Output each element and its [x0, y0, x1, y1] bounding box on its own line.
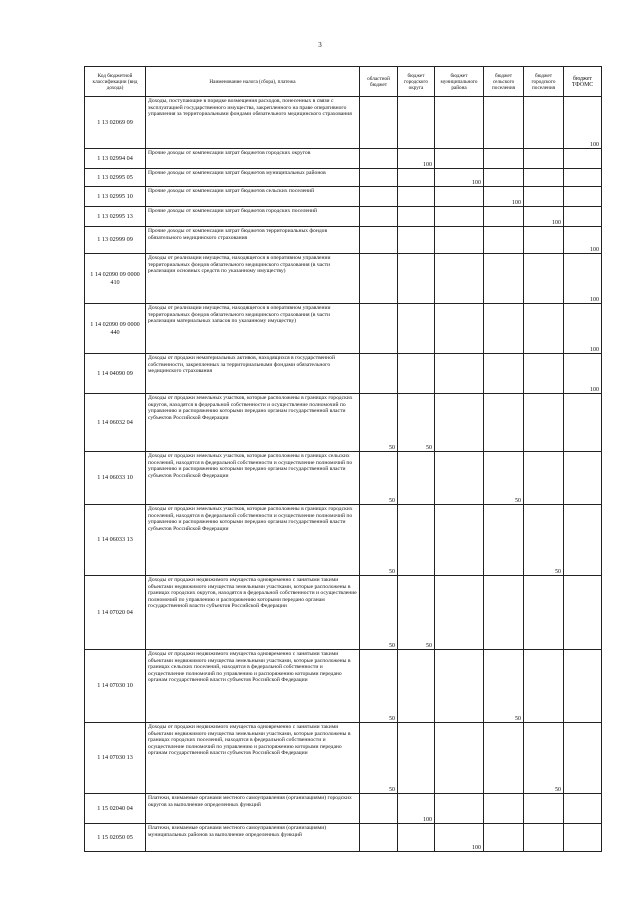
budget-code-cell: 1 15 02040 04 [85, 794, 146, 824]
income-name-cell: Доходы от реализации имущества, находящегося в оперативном управлении территориальных фондов обязательного медицинского страхования (в части реализации материальных запасов по указанному имуществу) [146, 304, 360, 354]
share-cell-urban-settlement [524, 187, 564, 207]
share-cell-city-district [398, 187, 435, 207]
share-cell-municipal-district [435, 354, 484, 394]
header-municipal-district: бюджет муниципального района [435, 67, 484, 97]
share-cell-city-district [398, 824, 435, 852]
table-row [85, 794, 602, 824]
share-cell-regional [360, 304, 398, 354]
share-cell-tfoms [564, 187, 602, 207]
budget-code-cell: 1 13 02994 04 [85, 149, 146, 169]
share-cell-rural-settlement [484, 824, 524, 852]
budget-code-cell: 1 14 04090 09 [85, 354, 146, 394]
share-cell-urban-settlement [524, 97, 564, 149]
share-cell-tfoms: 100 [564, 354, 602, 394]
share-cell-regional: 50 [360, 394, 398, 452]
share-cell-rural-settlement [484, 723, 524, 794]
income-name-cell: Прочие доходы от компенсации затрат бюджетов территориальных фондов обязательного медицинского страхования [146, 227, 360, 254]
share-cell-urban-settlement [524, 824, 564, 852]
income-name-cell: Прочие доходы от компенсации затрат бюджетов городских поселений [146, 207, 360, 227]
share-cell-regional: 50 [360, 576, 398, 650]
share-cell-tfoms [564, 824, 602, 852]
income-name-cell: Доходы от реализации имущества, находящегося в оперативном управлении территориальных фондов обязательного медицинского страхования (в части реализации основных средств по указанному имуществу) [146, 254, 360, 304]
share-cell-municipal-district [435, 254, 484, 304]
header-tfoms: бюджет ТФОМС [564, 67, 602, 97]
share-cell-rural-settlement [484, 505, 524, 576]
share-cell-urban-settlement [524, 354, 564, 394]
share-cell-tfoms [564, 169, 602, 187]
share-cell-urban-settlement [524, 169, 564, 187]
budget-code-cell: 1 15 02050 05 [85, 824, 146, 852]
share-cell-tfoms: 100 [564, 254, 602, 304]
share-cell-tfoms [564, 149, 602, 169]
share-cell-municipal-district [435, 227, 484, 254]
share-cell-municipal-district [435, 576, 484, 650]
table-row [85, 394, 602, 452]
share-cell-rural-settlement: 50 [484, 452, 524, 505]
share-cell-rural-settlement [484, 576, 524, 650]
share-cell-city-district [398, 723, 435, 794]
income-name-cell: Доходы от продажи недвижимого имущества одновременно с занятыми такими объектами недвижимого имущества земельными участками, которые расположены в границах сельских поселений, находятся в федеральной собственности и осуществление полномочий по управлению и распоряжению которыми передано органам государственной власти субъектов Российской Федерации [146, 650, 360, 723]
share-cell-municipal-district [435, 650, 484, 723]
share-cell-tfoms: 100 [564, 97, 602, 149]
share-cell-urban-settlement: 50 [524, 505, 564, 576]
share-cell-regional [360, 97, 398, 149]
header-row [85, 67, 602, 97]
share-cell-tfoms [564, 207, 602, 227]
table-row [85, 149, 602, 169]
share-cell-city-district [398, 227, 435, 254]
share-cell-municipal-district: 100 [435, 824, 484, 852]
share-cell-regional [360, 824, 398, 852]
table-row [85, 452, 602, 505]
header-urban-settlement: бюджет городского поселения [524, 67, 564, 97]
share-cell-urban-settlement [524, 254, 564, 304]
income-name-cell: Доходы от продажи земельных участков, которые расположены в границах городских поселений, находятся в федеральной собственности и осуществление полномочий по управлению и распоряжению которыми передано органам государственной власти субъектов Российской Федерации [146, 505, 360, 576]
share-cell-urban-settlement [524, 149, 564, 169]
share-cell-tfoms [564, 452, 602, 505]
share-cell-city-district [398, 207, 435, 227]
share-cell-regional [360, 207, 398, 227]
budget-code-cell: 1 13 02995 13 [85, 207, 146, 227]
income-name-cell: Прочие доходы от компенсации затрат бюджетов муниципальных районов [146, 169, 360, 187]
budget-code-cell: 1 14 06033 10 [85, 452, 146, 505]
budget-code-cell: 1 13 02069 09 [85, 97, 146, 149]
share-cell-regional [360, 794, 398, 824]
share-cell-urban-settlement [524, 304, 564, 354]
budget-code-cell: 1 14 07030 13 [85, 723, 146, 794]
budget-code-cell: 1 14 07030 10 [85, 650, 146, 723]
table-row [85, 354, 602, 394]
share-cell-regional: 50 [360, 505, 398, 576]
share-cell-regional [360, 169, 398, 187]
header-name: Наименование налога (сбора), платежа [146, 67, 360, 97]
income-name-cell: Прочие доходы от компенсации затрат бюджетов городских округов [146, 149, 360, 169]
share-cell-urban-settlement [524, 576, 564, 650]
table-row [85, 304, 602, 354]
header-code: Код бюджетной классификации (вид дохода) [85, 67, 146, 97]
table-row [85, 723, 602, 794]
share-cell-urban-settlement [524, 227, 564, 254]
share-cell-rural-settlement: 100 [484, 187, 524, 207]
share-cell-municipal-district [435, 187, 484, 207]
page-number: 3 [318, 41, 322, 49]
share-cell-municipal-district [435, 149, 484, 169]
table-row [85, 207, 602, 227]
share-cell-city-district [398, 650, 435, 723]
table-row [85, 169, 602, 187]
share-cell-tfoms [564, 576, 602, 650]
share-cell-regional [360, 254, 398, 304]
income-name-cell: Доходы от продажи недвижимого имущества одновременно с занятыми такими объектами недвижимого имущества земельными участками, которые расположены в границах городских поселений, находятся в федеральной собственности и осуществление полномочий по управлению и распоряжению которыми передано органам государственной власти субъектов Российской Федерации [146, 723, 360, 794]
share-cell-rural-settlement [484, 169, 524, 187]
table-row [85, 227, 602, 254]
share-cell-city-district: 100 [398, 794, 435, 824]
share-cell-tfoms [564, 505, 602, 576]
share-cell-rural-settlement [484, 304, 524, 354]
share-cell-city-district [398, 97, 435, 149]
share-cell-urban-settlement [524, 794, 564, 824]
table-row [85, 576, 602, 650]
table-row [85, 650, 602, 723]
share-cell-tfoms [564, 723, 602, 794]
share-cell-municipal-district [435, 207, 484, 227]
header-regional: областной бюджет [360, 67, 398, 97]
share-cell-regional: 50 [360, 723, 398, 794]
table-row [85, 505, 602, 576]
share-cell-city-district: 50 [398, 394, 435, 452]
budget-code-cell: 1 14 07020 04 [85, 576, 146, 650]
share-cell-municipal-district [435, 794, 484, 824]
share-cell-tfoms: 100 [564, 304, 602, 354]
share-cell-municipal-district: 100 [435, 169, 484, 187]
income-name-cell: Доходы от продажи недвижимого имущества одновременно с занятыми такими объектами недвижимого имущества земельными участками, которые расположены в границах городских округов, находятся в федеральной собственности и осуществление полномочий по управлению и распоряжению которыми передано органам государственной власти субъектов Российской Федерации [146, 576, 360, 650]
income-name-cell: Доходы от продажи нематериальных активов, находящихся в государственной собственности, закрепленных за территориальными фондами обязательного медицинского страхования [146, 354, 360, 394]
share-cell-municipal-district [435, 723, 484, 794]
share-cell-regional [360, 149, 398, 169]
share-cell-tfoms [564, 794, 602, 824]
budget-code-cell: 1 13 02999 09 [85, 227, 146, 254]
header-city-district: бюджет городского округа [398, 67, 435, 97]
share-cell-urban-settlement [524, 394, 564, 452]
budget-code-cell: 1 14 02090 09 0000 410 [85, 254, 146, 304]
income-name-cell: Доходы от продажи земельных участков, которые расположены в границах сельских поселений, находятся в федеральной собственности и осуществление полномочий по управлению и распоряжению которыми передано органам государственной власти субъектов Российской Федерации [146, 452, 360, 505]
share-cell-rural-settlement [484, 394, 524, 452]
budget-code-cell: 1 14 06032 04 [85, 394, 146, 452]
share-cell-municipal-district [435, 394, 484, 452]
budget-code-cell: 1 13 02995 05 [85, 169, 146, 187]
table-row [85, 254, 602, 304]
income-name-cell: Доходы, поступающие в порядке возмещения расходов, понесенных в связи с эксплуатацией государственного имущества, закрепленного на праве оперативного управления за территориальными фондами обязательного медицинского страхования [146, 97, 360, 149]
share-cell-city-district: 50 [398, 576, 435, 650]
share-cell-tfoms [564, 394, 602, 452]
budget-code-cell: 1 14 06033 13 [85, 505, 146, 576]
header-rural-settlement: бюджет сельского поселения [484, 67, 524, 97]
budget-allocation-table [84, 66, 602, 852]
share-cell-urban-settlement [524, 452, 564, 505]
share-cell-city-district [398, 304, 435, 354]
share-cell-regional: 50 [360, 650, 398, 723]
share-cell-city-district: 100 [398, 149, 435, 169]
income-name-cell: Доходы от продажи земельных участков, которые расположены в границах городских округов, находятся в федеральной собственности и осуществление полномочий по управлению и распоряжению которыми передано органам государственной власти субъектов Российской Федерации [146, 394, 360, 452]
share-cell-municipal-district [435, 505, 484, 576]
share-cell-rural-settlement [484, 97, 524, 149]
share-cell-municipal-district [435, 304, 484, 354]
budget-code-cell: 1 14 02090 09 0000 440 [85, 304, 146, 354]
share-cell-city-district [398, 354, 435, 394]
table-row [85, 824, 602, 852]
budget-code-cell: 1 13 02995 10 [85, 187, 146, 207]
income-name-cell: Платежи, взимаемые органами местного самоуправления (организациями) городских округов за выполнение определенных функций [146, 794, 360, 824]
share-cell-regional [360, 187, 398, 207]
income-name-cell: Прочие доходы от компенсации затрат бюджетов сельских поселений [146, 187, 360, 207]
share-cell-urban-settlement: 100 [524, 207, 564, 227]
share-cell-city-district [398, 254, 435, 304]
share-cell-rural-settlement [484, 354, 524, 394]
share-cell-rural-settlement [484, 794, 524, 824]
share-cell-city-district [398, 169, 435, 187]
share-cell-rural-settlement [484, 227, 524, 254]
share-cell-rural-settlement [484, 207, 524, 227]
share-cell-urban-settlement [524, 650, 564, 723]
share-cell-rural-settlement [484, 254, 524, 304]
share-cell-city-district [398, 505, 435, 576]
share-cell-regional [360, 227, 398, 254]
share-cell-tfoms: 100 [564, 227, 602, 254]
share-cell-rural-settlement [484, 149, 524, 169]
share-cell-municipal-district [435, 452, 484, 505]
table-row [85, 97, 602, 149]
table-row [85, 187, 602, 207]
share-cell-regional: 50 [360, 452, 398, 505]
share-cell-rural-settlement: 50 [484, 650, 524, 723]
share-cell-city-district [398, 452, 435, 505]
share-cell-urban-settlement: 50 [524, 723, 564, 794]
share-cell-tfoms [564, 650, 602, 723]
share-cell-regional [360, 354, 398, 394]
share-cell-municipal-district [435, 97, 484, 149]
income-name-cell: Платежи, взимаемые органами местного самоуправления (организациями) муниципальных районов за выполнение определенных функций [146, 824, 360, 852]
